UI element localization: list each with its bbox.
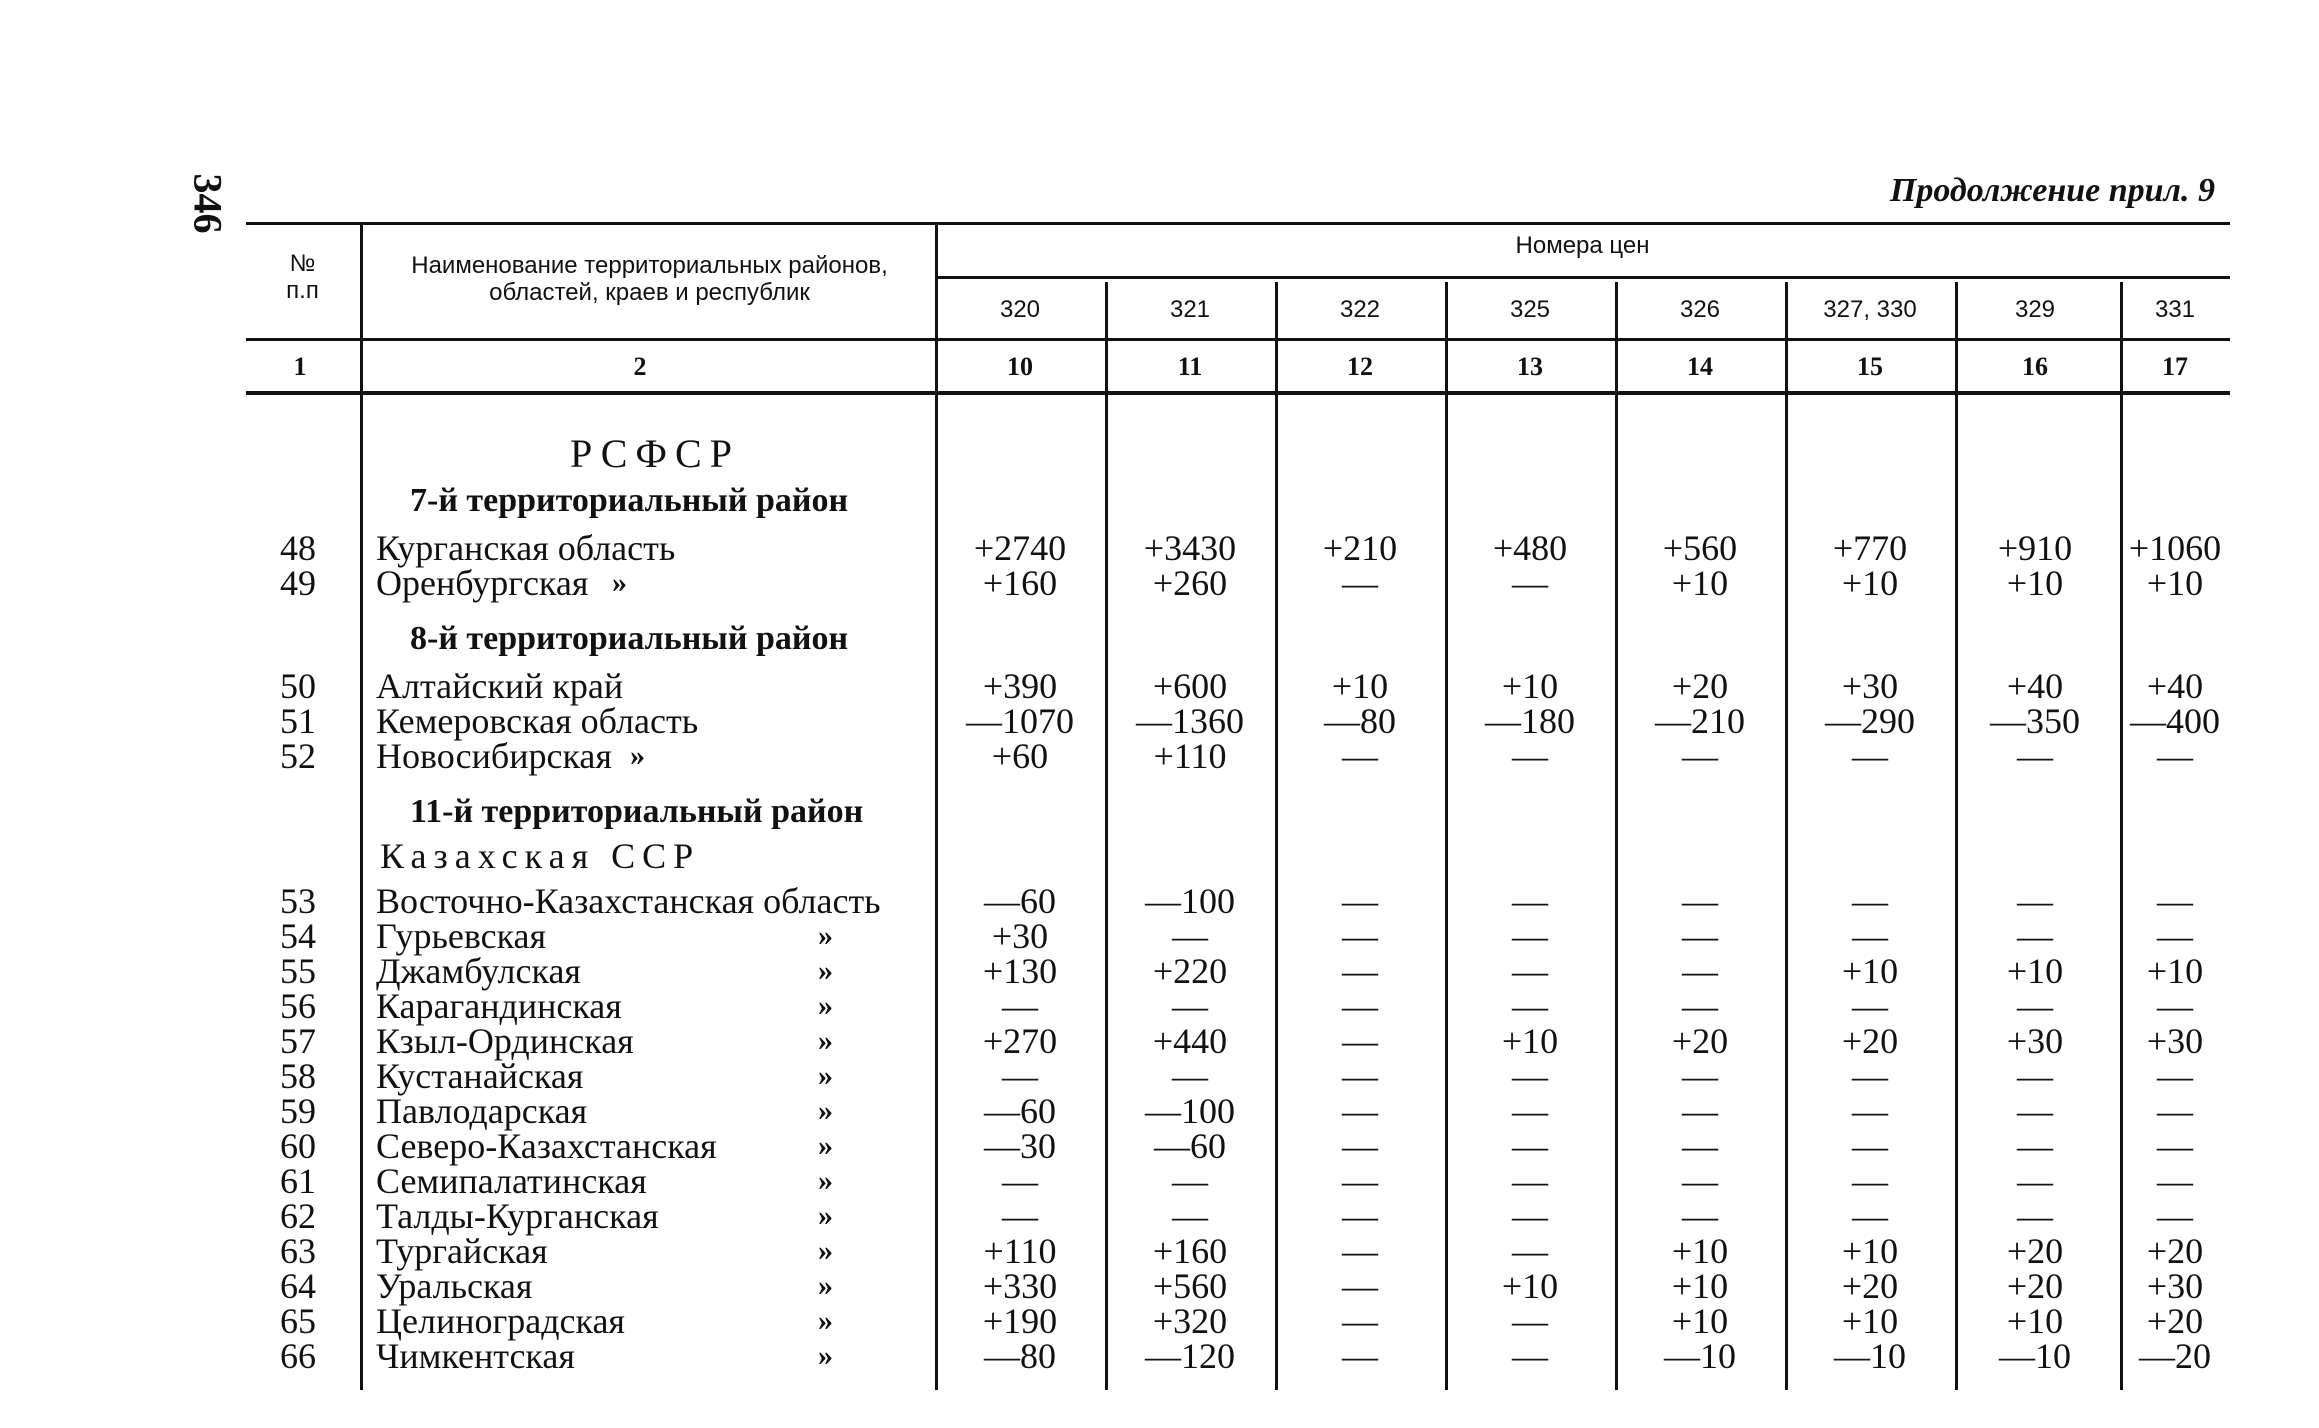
cell-value: +30 [2146, 1021, 2204, 1061]
cell-value: — [2017, 1056, 2053, 1096]
cell-value: — [1002, 1056, 1038, 1096]
cell-value: — [1852, 1161, 1888, 1201]
ditto-mark: » [818, 1024, 833, 1057]
cell-value: +40 [2146, 666, 2204, 706]
header-colnames-rule [246, 338, 2230, 341]
column-divider [360, 222, 363, 1390]
cell-value: — [1512, 986, 1548, 1026]
cell-value: — [2157, 1196, 2193, 1236]
cell-value: — [1682, 1126, 1718, 1166]
republic-heading: РСФСР [570, 431, 740, 476]
cell-value: — [1172, 1056, 1208, 1096]
cell-value: —80 [1324, 701, 1396, 741]
ditto-mark: » [630, 739, 645, 772]
cell-value: — [2017, 1161, 2053, 1201]
cell-value: — [1512, 881, 1548, 921]
row-number: 55 [280, 951, 316, 991]
cell-value: — [1172, 1196, 1208, 1236]
district-heading: 8-й территориальный район [410, 620, 849, 657]
cell-value: +260 [1152, 563, 1228, 603]
cell-value: +20 [2006, 1231, 2064, 1271]
header-top-rule [246, 222, 2230, 225]
ditto-mark: » [818, 989, 833, 1022]
header-price-column: 321 [1169, 296, 1211, 323]
row-number: 52 [280, 736, 316, 776]
cell-value: — [1512, 1301, 1548, 1341]
cell-value: +1060 [2128, 528, 2222, 568]
cell-value: — [2157, 1056, 2193, 1096]
row-name: Алтайский край [376, 666, 624, 706]
cell-value: — [1342, 916, 1378, 956]
cell-value: — [1342, 736, 1378, 776]
row-name: Курганская область [376, 528, 676, 568]
header-column-number: 10 [1007, 352, 1033, 381]
cell-value: —20 [2139, 1336, 2211, 1376]
row-number: 62 [280, 1196, 316, 1236]
header-prices-label: Номера цен [1515, 232, 1650, 259]
cell-value: — [2157, 1126, 2193, 1166]
cell-value: — [1342, 563, 1378, 603]
header-price-column: 331 [2154, 296, 2196, 323]
republic-heading: Казахская ССР [380, 836, 701, 876]
ditto-mark: » [612, 566, 627, 599]
cell-value: +330 [982, 1266, 1058, 1306]
cell-value: —10 [1999, 1336, 2071, 1376]
cell-value: —350 [1990, 701, 2080, 741]
cell-value: — [1512, 1161, 1548, 1201]
cell-value: +910 [1997, 528, 2073, 568]
cell-value: — [2017, 916, 2053, 956]
row-name: Карагандинская [376, 986, 622, 1026]
cell-value: +160 [982, 563, 1058, 603]
cell-value: +600 [1152, 666, 1228, 706]
cell-value: +20 [2146, 1231, 2204, 1271]
row-name: Целиноградская [376, 1301, 625, 1341]
header-price-column: 320 [999, 296, 1041, 323]
cell-value: +2740 [973, 528, 1067, 568]
cell-value: — [2017, 1126, 2053, 1166]
header-num-label: № п.п [286, 250, 319, 304]
header-name-label: Наименование территориальных районов, областей, краев и республик [411, 252, 888, 306]
ditto-mark: » [818, 919, 833, 952]
ditto-mark: » [818, 1234, 833, 1267]
cell-value: — [2157, 986, 2193, 1026]
cell-value: —1360 [1136, 701, 1244, 741]
continuation-label: Продолжение прил. 9 [1889, 172, 2215, 209]
cell-value: — [1342, 1266, 1378, 1306]
cell-value: — [1342, 1161, 1378, 1201]
cell-value: +560 [1662, 528, 1738, 568]
cell-value: — [1852, 1091, 1888, 1131]
cell-value: — [1682, 881, 1718, 921]
cell-value: —100 [1145, 1091, 1235, 1131]
header-column-number: 17 [2162, 352, 2188, 381]
header-column-number: 12 [1347, 352, 1373, 381]
cell-value: — [1342, 1301, 1378, 1341]
header-price-column: 327, 330 [1823, 296, 1917, 323]
row-name: Северо-Казахстанская [376, 1126, 717, 1166]
cell-value: — [1852, 1126, 1888, 1166]
cell-value: — [1682, 951, 1718, 991]
ditto-mark: » [818, 1059, 833, 1092]
cell-value: — [1852, 986, 1888, 1026]
row-number: 65 [280, 1301, 316, 1341]
cell-value: —10 [1834, 1336, 1906, 1376]
header-column-number: 14 [1687, 352, 1713, 381]
cell-value: — [1342, 1196, 1378, 1236]
header-price-column: 322 [1339, 296, 1381, 323]
cell-value: — [1682, 1091, 1718, 1131]
cell-value: — [2017, 1196, 2053, 1236]
cell-value: — [1852, 1056, 1888, 1096]
row-name: Восточно-Казахстанская область [376, 881, 881, 921]
column-divider [1105, 282, 1108, 1390]
cell-value: +3430 [1143, 528, 1237, 568]
cell-value: — [1852, 1196, 1888, 1236]
cell-value: — [1682, 916, 1718, 956]
column-divider [1275, 282, 1278, 1390]
cell-value: — [2157, 1091, 2193, 1131]
cell-value: +30 [2006, 1021, 2064, 1061]
row-number: 48 [280, 528, 316, 568]
cell-value: — [2157, 1161, 2193, 1201]
cell-value: +20 [2006, 1266, 2064, 1306]
cell-value: —60 [984, 881, 1056, 921]
cell-value: — [1342, 1231, 1378, 1271]
cell-value: —210 [1655, 701, 1745, 741]
header-bottom-rule [246, 391, 2230, 395]
header-column-number: 16 [2022, 352, 2048, 381]
cell-value: +10 [1331, 666, 1389, 706]
ditto-mark: » [818, 1199, 833, 1232]
row-number: 57 [280, 1021, 316, 1061]
row-name: Оренбургская [376, 563, 589, 603]
cell-value: +10 [1501, 1021, 1559, 1061]
header-price-column: 325 [1509, 296, 1551, 323]
cell-value: — [1512, 951, 1548, 991]
cell-value: +30 [1841, 666, 1899, 706]
header-price-column: 329 [2014, 296, 2056, 323]
cell-value: +10 [1841, 563, 1899, 603]
row-name: Чимкентская [376, 1336, 575, 1376]
column-divider [1785, 282, 1788, 1390]
row-number: 58 [280, 1056, 316, 1096]
prices-header-rule [935, 276, 2230, 279]
cell-value: +10 [1671, 1231, 1729, 1271]
row-name: Тургайская [376, 1231, 548, 1271]
row-number: 54 [280, 916, 316, 956]
cell-value: +10 [1841, 1301, 1899, 1341]
row-name: Талды-Курганская [376, 1196, 659, 1236]
row-number: 64 [280, 1266, 316, 1306]
column-divider [935, 222, 938, 1390]
cell-value: +20 [1671, 666, 1729, 706]
district-heading: 7-й территориальный район [410, 482, 849, 519]
ditto-mark: » [818, 954, 833, 987]
row-name: Новосибирская [376, 736, 612, 776]
cell-value: +10 [1671, 1266, 1729, 1306]
cell-value: — [1172, 916, 1208, 956]
cell-value: — [1512, 1056, 1548, 1096]
cell-value: +320 [1152, 1301, 1228, 1341]
row-name: Кустанайская [376, 1056, 584, 1096]
row-name: Гурьевская [376, 916, 547, 956]
header-column-number: 2 [633, 352, 647, 381]
ditto-mark: » [818, 1304, 833, 1337]
row-number: 66 [280, 1336, 316, 1376]
cell-value: +190 [982, 1301, 1058, 1341]
row-name: Кемеровская область [376, 701, 699, 741]
cell-value: +480 [1492, 528, 1568, 568]
cell-value: — [1342, 1056, 1378, 1096]
row-number: 51 [280, 701, 316, 741]
cell-value: — [2017, 736, 2053, 776]
cell-value: +10 [2146, 951, 2204, 991]
cell-value: +560 [1152, 1266, 1228, 1306]
row-number: 50 [280, 666, 316, 706]
cell-value: +220 [1152, 951, 1228, 991]
cell-value: — [1682, 986, 1718, 1026]
cell-value: +160 [1152, 1231, 1228, 1271]
header-column-number: 11 [1177, 352, 1203, 381]
cell-value: —180 [1485, 701, 1575, 741]
cell-value: —120 [1145, 1336, 1235, 1376]
row-number: 63 [280, 1231, 316, 1271]
cell-value: —80 [984, 1336, 1056, 1376]
row-number: 60 [280, 1126, 316, 1166]
cell-value: — [1852, 881, 1888, 921]
cell-value: +30 [2146, 1266, 2204, 1306]
cell-value: — [1342, 986, 1378, 1026]
cell-value: — [1512, 1126, 1548, 1166]
row-number: 53 [280, 881, 316, 921]
ditto-mark: » [818, 1164, 833, 1197]
ditto-mark: » [818, 1129, 833, 1162]
cell-value: —10 [1664, 1336, 1736, 1376]
row-number: 61 [280, 1161, 316, 1201]
cell-value: —1070 [966, 701, 1074, 741]
row-number: 56 [280, 986, 316, 1026]
cell-value: — [1682, 1056, 1718, 1096]
cell-value: — [1002, 1196, 1038, 1236]
header-column-number: 13 [1517, 352, 1543, 381]
row-name: Кзыл-Ординская [376, 1021, 634, 1061]
cell-value: — [1172, 986, 1208, 1026]
cell-value: +210 [1322, 528, 1398, 568]
cell-value: — [2157, 881, 2193, 921]
cell-value: +60 [991, 736, 1049, 776]
cell-value: — [1342, 1091, 1378, 1131]
row-number: 59 [280, 1091, 316, 1131]
row-name: Семипалатинская [376, 1161, 647, 1201]
cell-value: +130 [982, 951, 1058, 991]
row-number: 49 [280, 563, 316, 603]
cell-value: +440 [1152, 1021, 1228, 1061]
row-name: Уральская [376, 1266, 533, 1306]
cell-value: —60 [984, 1091, 1056, 1131]
cell-value: — [1512, 736, 1548, 776]
cell-value: —60 [1154, 1126, 1226, 1166]
ditto-mark: » [818, 1094, 833, 1127]
header-price-column: 326 [1679, 296, 1721, 323]
cell-value: +10 [1841, 1231, 1899, 1271]
cell-value: — [2157, 736, 2193, 776]
cell-value: +770 [1832, 528, 1908, 568]
cell-value: — [1512, 563, 1548, 603]
cell-value: +20 [1841, 1021, 1899, 1061]
cell-value: — [1852, 916, 1888, 956]
cell-value: — [1342, 1021, 1378, 1061]
cell-value: — [2017, 986, 2053, 1026]
cell-value: +10 [2006, 563, 2064, 603]
cell-value: +270 [982, 1021, 1058, 1061]
cell-value: +10 [1671, 1301, 1729, 1341]
cell-value: +10 [2146, 563, 2204, 603]
header-column-number: 15 [1857, 352, 1883, 381]
cell-value: — [1002, 1161, 1038, 1201]
column-divider [1615, 282, 1618, 1390]
header-column-number: 1 [293, 352, 307, 381]
column-divider [1445, 282, 1448, 1390]
cell-value: +110 [983, 1231, 1057, 1271]
ditto-mark: » [818, 1269, 833, 1302]
cell-value: — [1342, 951, 1378, 991]
cell-value: — [1682, 736, 1718, 776]
cell-value: — [1002, 986, 1038, 1026]
cell-value: +40 [2006, 666, 2064, 706]
cell-value: — [1852, 736, 1888, 776]
row-name: Павлодарская [376, 1091, 588, 1131]
cell-value: — [1342, 1336, 1378, 1376]
cell-value: +10 [1501, 666, 1559, 706]
cell-value: —30 [984, 1126, 1056, 1166]
cell-value: — [2157, 916, 2193, 956]
cell-value: +20 [2146, 1301, 2204, 1341]
cell-value: —400 [2130, 701, 2220, 741]
cell-value: +110 [1153, 736, 1227, 776]
cell-value: — [1342, 1126, 1378, 1166]
cell-value: +30 [991, 916, 1049, 956]
cell-value: — [1342, 881, 1378, 921]
ditto-mark: » [818, 1339, 833, 1372]
cell-value: — [1682, 1196, 1718, 1236]
cell-value: —290 [1825, 701, 1915, 741]
cell-value: — [2017, 881, 2053, 921]
cell-value: +20 [1841, 1266, 1899, 1306]
page-number: 346 [185, 173, 231, 234]
cell-value: — [1682, 1161, 1718, 1201]
cell-value: — [1512, 1336, 1548, 1376]
cell-value: — [1172, 1161, 1208, 1201]
cell-value: — [2017, 1091, 2053, 1131]
cell-value: —100 [1145, 881, 1235, 921]
cell-value: +10 [1841, 951, 1899, 991]
row-name: Джамбулская [376, 951, 581, 991]
cell-value: +10 [2006, 951, 2064, 991]
cell-value: — [1512, 1196, 1548, 1236]
cell-value: — [1512, 1231, 1548, 1271]
cell-value: +10 [2006, 1301, 2064, 1341]
district-heading: 11-й территориальный район [410, 793, 864, 830]
cell-value: — [1512, 916, 1548, 956]
cell-value: +20 [1671, 1021, 1729, 1061]
cell-value: — [1512, 1091, 1548, 1131]
cell-value: +10 [1501, 1266, 1559, 1306]
cell-value: +10 [1671, 563, 1729, 603]
cell-value: +390 [982, 666, 1058, 706]
